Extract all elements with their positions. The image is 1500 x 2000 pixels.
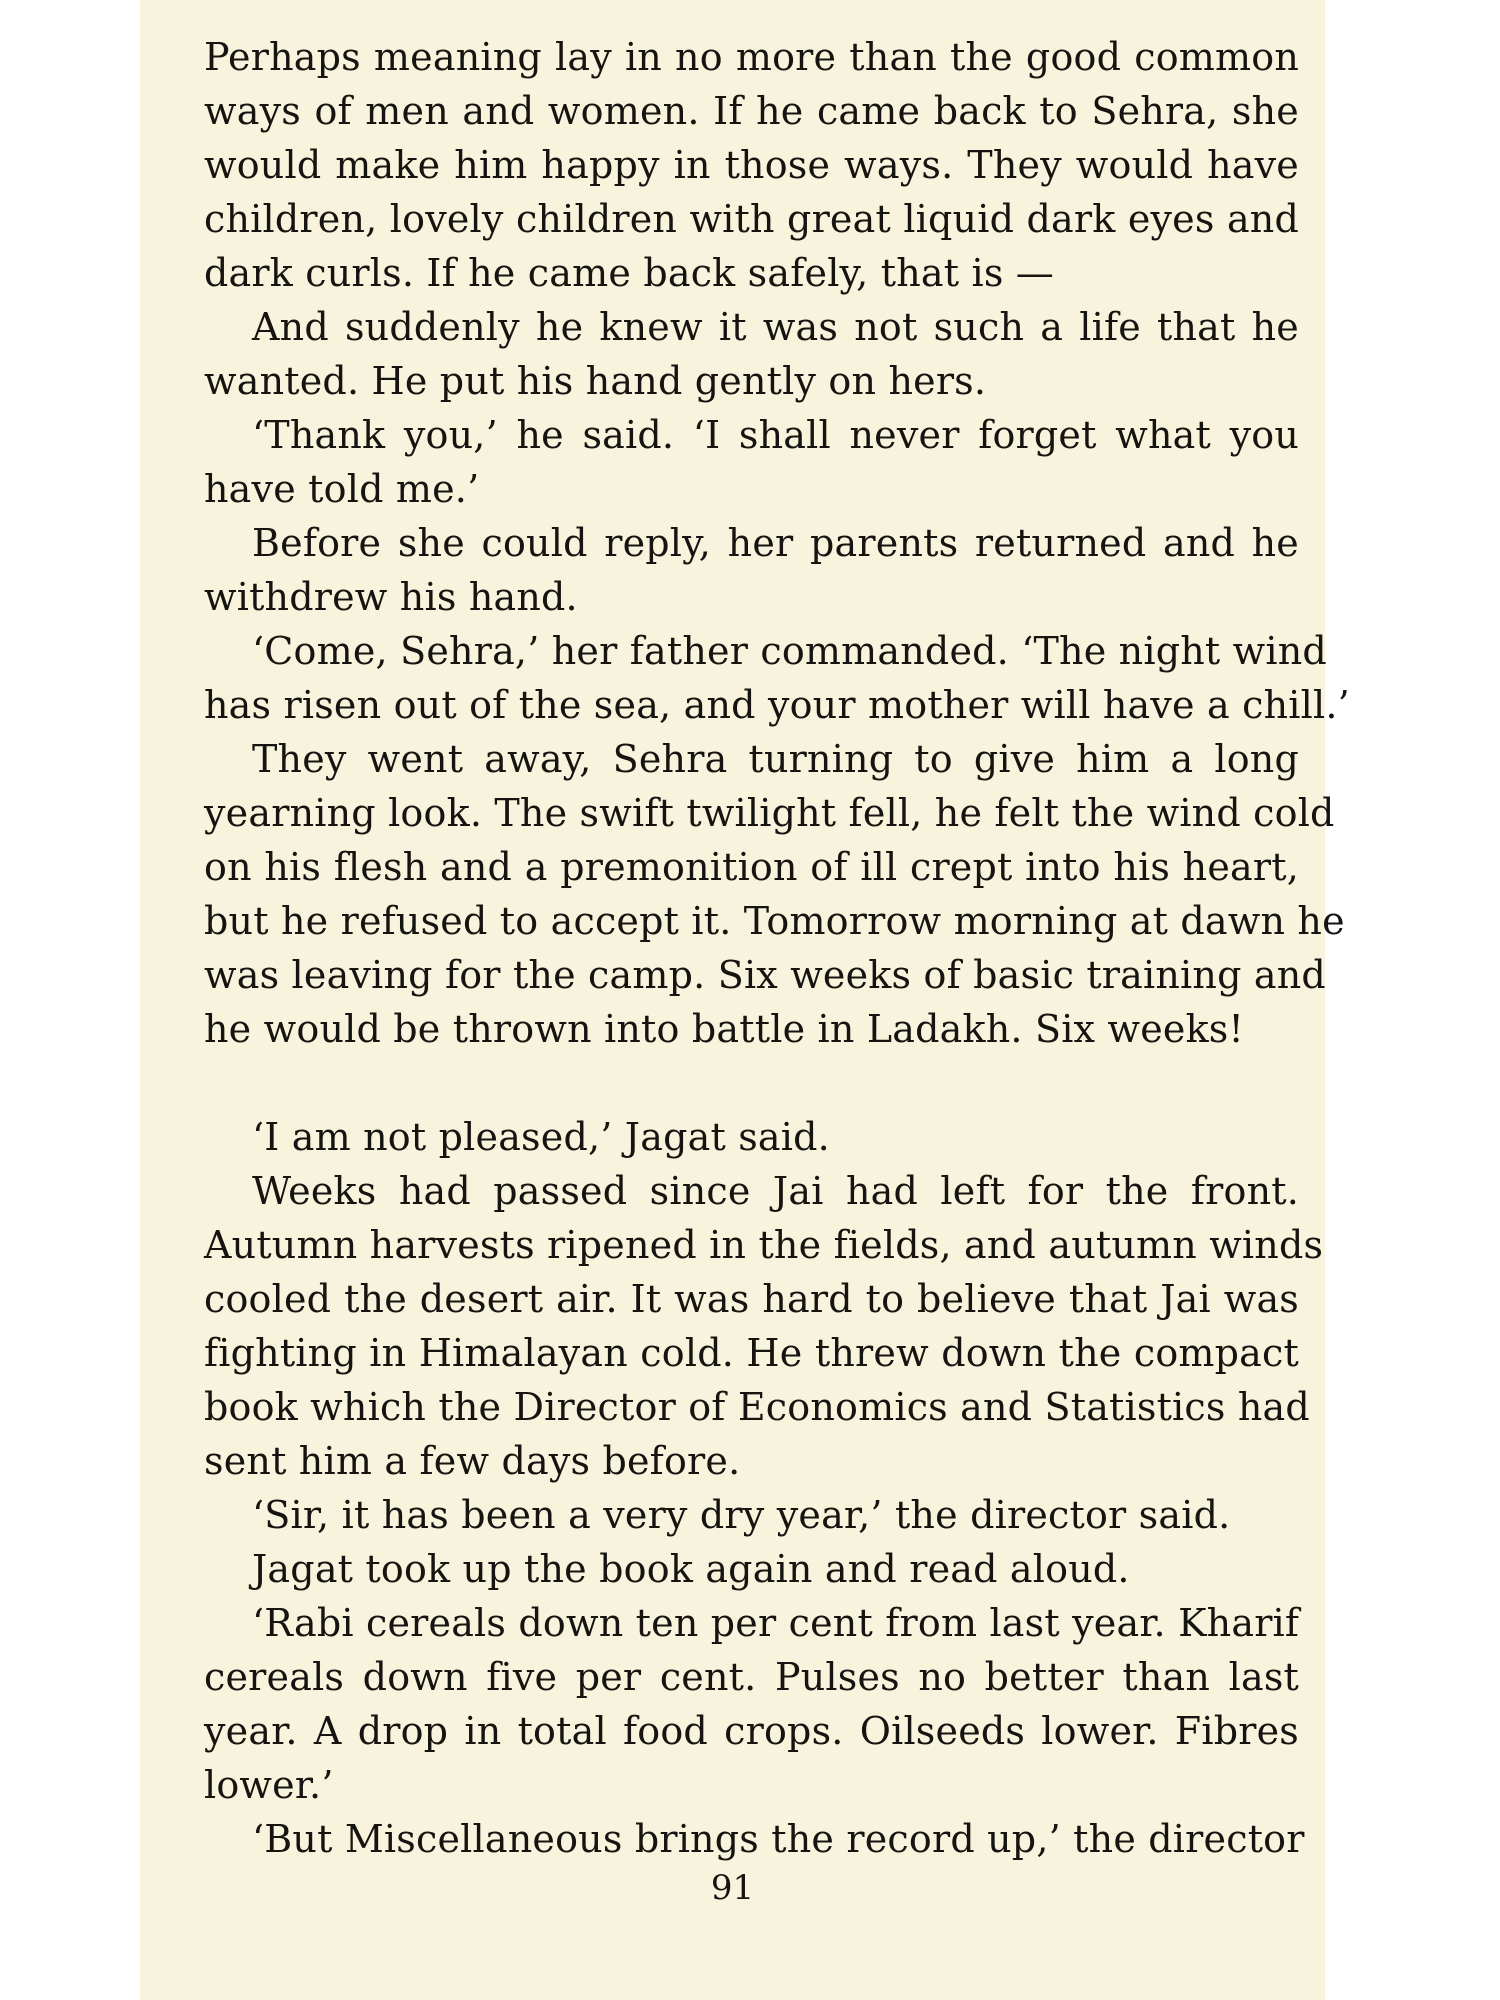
text-line: have told me.’	[204, 467, 480, 511]
book-page	[140, 0, 1350, 2000]
text-line: but he refused to accept it. Tomorrow morning at dawn he	[204, 899, 1345, 943]
text-line: he would be thrown into battle in Ladakh. Six weeks!	[204, 1007, 1244, 1051]
text-line: lower.’	[204, 1763, 334, 1807]
text-line: on his flesh and a premonition of ill crept into his heart,	[204, 845, 1299, 889]
page-number: 91	[710, 1868, 755, 1908]
text-line: ‘Thank you,’ he said. ‘I shall never forget what you	[252, 413, 1299, 457]
text-line: cereals down five per cent. Pulses no better than last	[204, 1655, 1299, 1699]
text-line: ‘Sir, it has been a very dry year,’ the director said.	[252, 1493, 1231, 1537]
text-line: withdrew his hand.	[204, 575, 578, 619]
text-line: Before she could reply, her parents returned and he	[252, 521, 1299, 565]
text-line: ‘But Miscellaneous brings the record up,’ the director	[252, 1817, 1305, 1861]
text-line: ‘Come, Sehra,’ her father commanded. ‘The night wind	[252, 629, 1327, 673]
body-text	[204, 30, 1350, 1866]
text-line: fighting in Himalayan cold. He threw down the compact	[204, 1331, 1299, 1375]
text-line: ‘Rabi cereals down ten per cent from last year. Kharif	[252, 1601, 1300, 1645]
passage-sehra	[204, 30, 1350, 1056]
section-break	[204, 1056, 1299, 1110]
text-line: yearning look. The swift twilight fell, he felt the wind cold	[204, 791, 1335, 835]
text-line: ways of men and women. If he came back to Sehra, she	[204, 89, 1299, 133]
text-line: Jagat took up the book again and read aloud.	[252, 1547, 1130, 1591]
text-line: cooled the desert air. It was hard to believe that Jai was	[204, 1277, 1299, 1321]
text-line: sent him a few days before.	[204, 1439, 741, 1483]
text-line: wanted. He put his hand gently on hers.	[204, 359, 987, 403]
text-line: Perhaps meaning lay in no more than the good common	[204, 35, 1299, 79]
text-line: ‘I am not pleased,’ Jagat said.	[252, 1115, 830, 1159]
text-line: year. A drop in total food crops. Oilseeds lower. Fibres	[204, 1709, 1299, 1753]
text-line: children, lovely children with great liquid dark eyes and	[204, 197, 1299, 241]
text-line: was leaving for the camp. Six weeks of basic training and	[204, 953, 1326, 997]
text-line: Weeks had passed since Jai had left for the front.	[252, 1169, 1299, 1213]
text-line: dark curls. If he came back safely, that is —	[204, 251, 1055, 295]
text-line: Autumn harvests ripened in the fields, and autumn winds	[204, 1223, 1324, 1267]
text-line: book which the Director of Economics and Statistics had	[204, 1385, 1310, 1429]
text-line: would make him happy in those ways. They would have	[204, 143, 1299, 187]
text-line: has risen out of the sea, and your mother will have a chill.’	[204, 683, 1350, 727]
text-line: And suddenly he knew it was not such a life that he	[252, 305, 1299, 349]
passage-jagat	[204, 1110, 1324, 1866]
text-line: They went away, Sehra turning to give him a long	[252, 737, 1299, 781]
